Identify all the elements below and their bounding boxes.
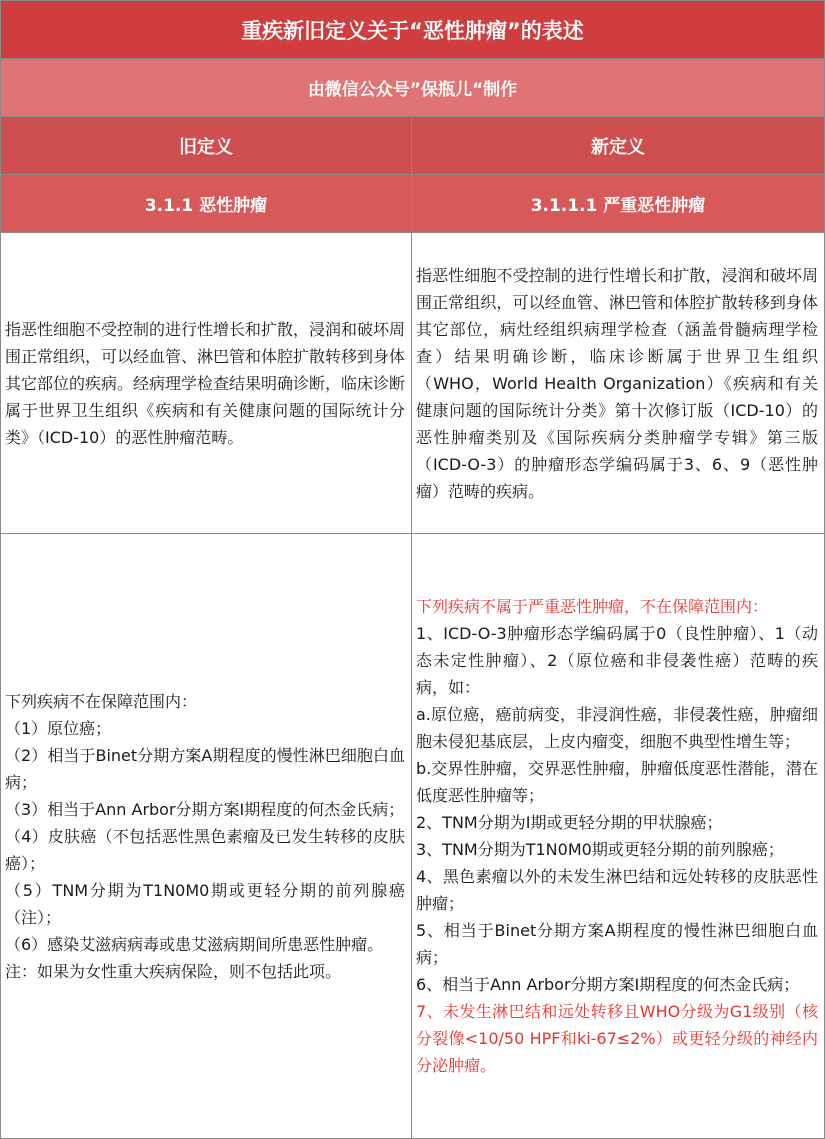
column-header-old: 旧定义 [1,117,412,175]
exclusion-old-line: （1）原位癌； [5,718,112,738]
clause-row [1,175,825,233]
column-header-row [1,117,825,175]
title-row [1,1,825,59]
definition-new [412,233,825,534]
subtitle-row [1,59,825,117]
column-header-new: 新定义 [412,117,825,175]
exclusion-new-footer: 7、未发生淋巴结和远处转移且WHO分级为G1级别（核分裂像<10/50 HPF和ki-67≤2%）或更轻分级的神经内分泌肿瘤。 [416,1002,818,1075]
exclusion-old-line: （5）TNM分期为T1N0M0期或更轻分期的前列腺癌（注）； [5,880,405,927]
exclusion-old-line: （4）皮肤癌（不包括恶性黑色素瘤及已发生转移的皮肤癌）； [5,826,405,873]
page-title: 重疾新旧定义关于“恶性肿瘤”的表述 [1,1,825,59]
definition-row [1,233,825,534]
exclusion-old-line: 下列疾病不在保障范围内： [5,691,198,711]
exclusion-old-line: （2）相当于Binet分期方案A期程度的慢性淋巴细胞白血病； [5,745,405,792]
subtitle: 由微信公众号”保瓶儿“制作 [1,59,825,117]
exclusion-new-line: 5、相当于Binet分期方案A期程度的慢性淋巴细胞白血病； [416,921,818,967]
exclusions-new [412,534,825,1139]
definition-new-text: 指恶性细胞不受控制的进行性增长和扩散，浸润和破坏周围正常组织，可以经血管、淋巴管和体腔扩散转移到身体其它部位，病灶经组织病理学检查（涵盖骨髓病理学检查）结果明确诊断，临床诊断属于世界卫生组织（WHO，World Health Organization）《疾病和有关健康问题的国际统计分类》第十次修订版（ICD-10）的恶性肿瘤类别及《国际疾病分类肿瘤学专辑》第三版（ICD-O-3）的肿瘤形态学编码属于3、6、9（恶性肿瘤）范畴的疾病。 [416,265,818,501]
exclusion-new-line: b.交界性肿瘤，交界恶性肿瘤，肿瘤低度恶性潜能，潜在低度恶性肿瘤等； [416,759,818,805]
exclusion-old-note: 注：如果为女性重大疾病保险，则不包括此项。 [5,961,342,981]
clause-old: 3.1.1 恶性肿瘤 [1,175,412,233]
definition-old-text: 指恶性细胞不受控制的进行性增长和扩散，浸润和破坏周围正常组织，可以经血管、淋巴管和体腔扩散转移到身体其它部位的疾病。经病理学检查结果明确诊断，临床诊断属于世界卫生组织《疾病和有关健康问题的国际统计分类》（ICD-10）的恶性肿瘤范畴。 [5,319,406,447]
exclusion-new-line: a.原位癌，癌前病变，非浸润性癌，非侵袭性癌，肿瘤细胞未侵犯基底层，上皮内瘤变，细胞不典型性增生等； [416,705,818,751]
clause-new: 3.1.1.1 严重恶性肿瘤 [412,175,825,233]
definition-old [1,233,412,534]
exclusion-old-line: （3）相当于Ann Arbor分期方案Ⅰ期程度的何杰金氏病； [5,799,405,819]
exclusion-row [1,534,825,1139]
exclusion-old-line: （6）感染艾滋病病毒或患艾滋病期间所患恶性肿瘤。 [5,934,384,954]
exclusion-new-line: 2、TNM分期为Ⅰ期或更轻分期的甲状腺癌； [416,813,723,832]
exclusion-new-header: 下列疾病不属于严重恶性肿瘤，不在保障范围内： [416,597,769,616]
exclusion-new-line: 4、黑色素瘤以外的未发生淋巴结和远处转移的皮肤恶性肿瘤； [416,867,818,913]
exclusions-old [1,534,412,1139]
exclusion-new-line: 3、TNM分期为T1N0M0期或更轻分期的前列腺癌； [416,840,784,859]
exclusion-new-line: 1、ICD-O-3肿瘤形态学编码属于0（良性肿瘤）、1（动态未定性肿瘤）、2（原位癌和非侵袭性癌）范畴的疾病，如： [416,624,818,697]
exclusion-new-line: 6、相当于Ann Arbor分期方案Ⅰ期程度的何杰金氏病； [416,975,800,994]
